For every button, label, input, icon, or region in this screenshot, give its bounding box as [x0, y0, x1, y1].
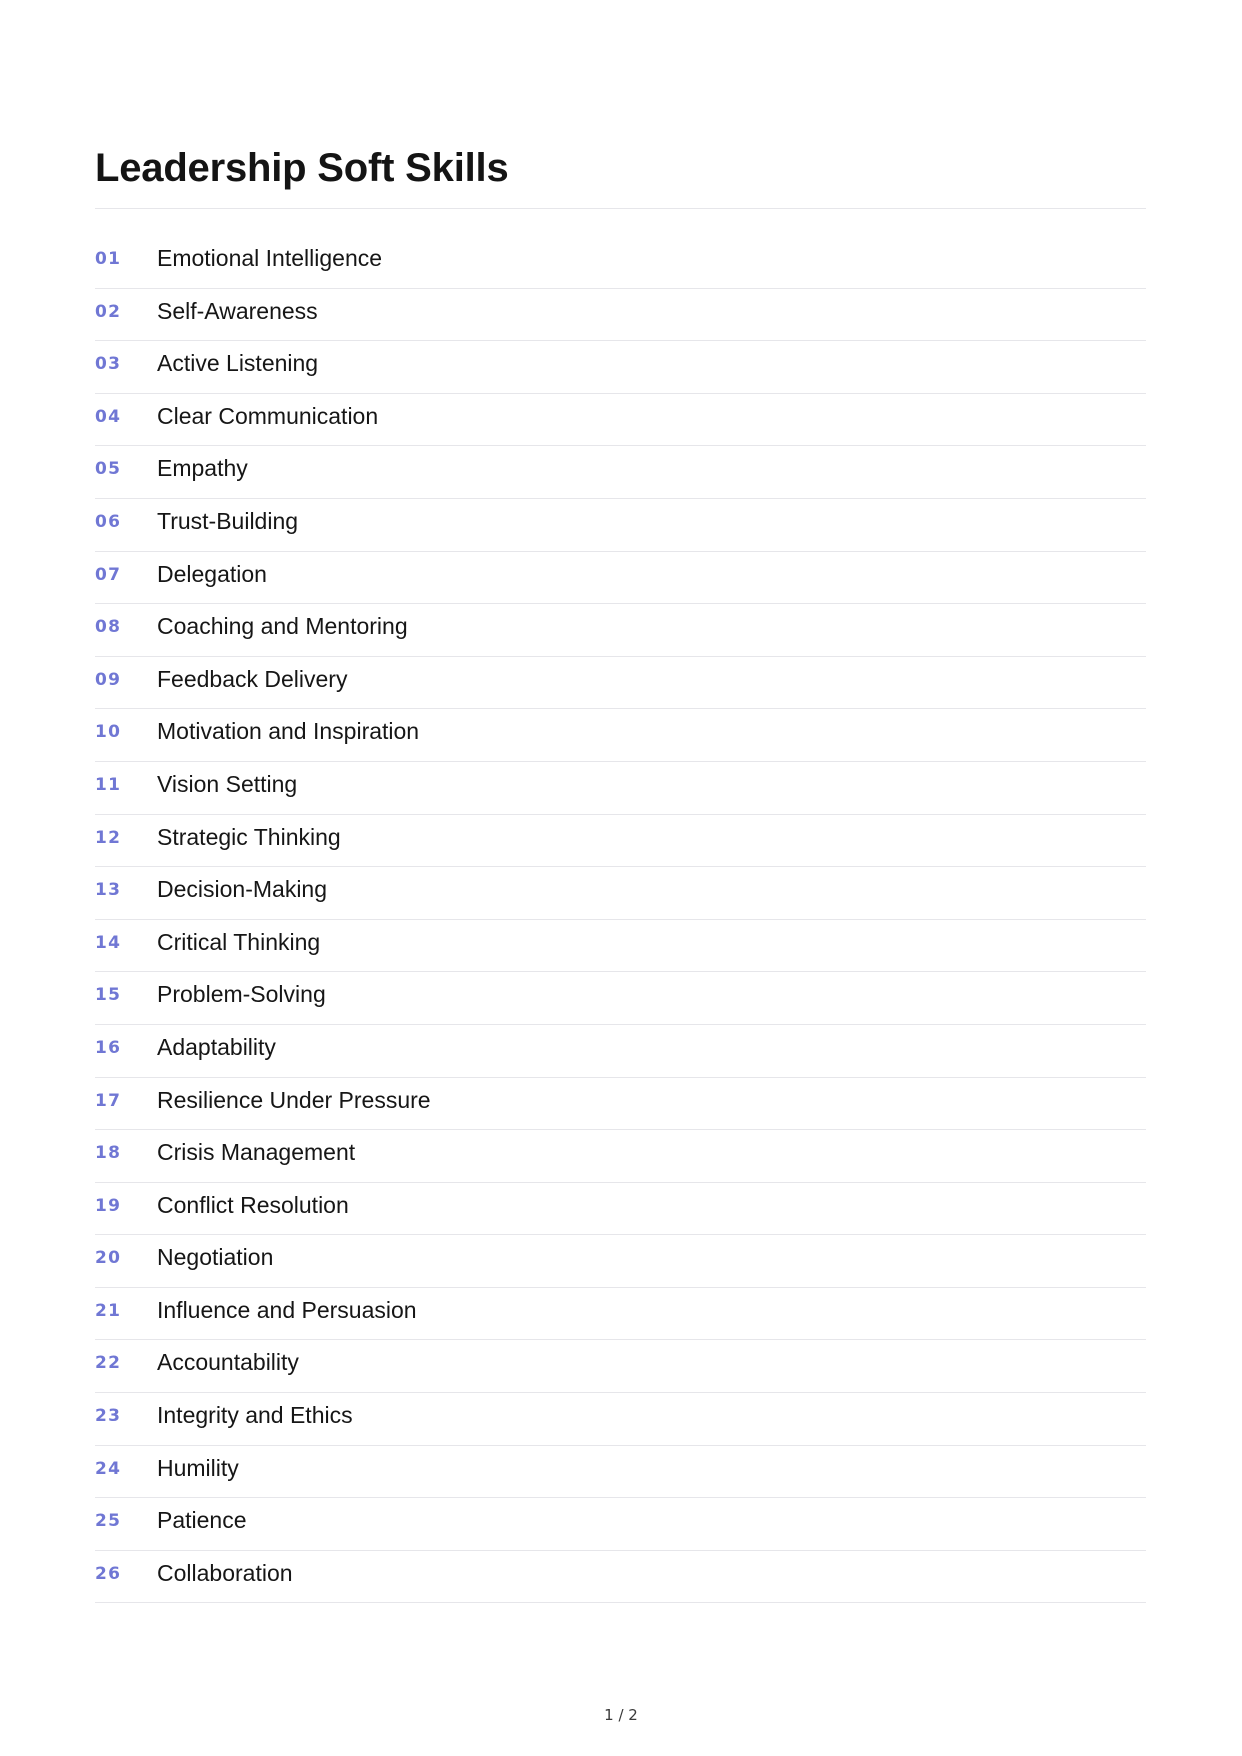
- list-item: [95, 341, 1146, 394]
- skill-number: 09: [95, 669, 122, 690]
- skill-name: Resilience Under Pressure: [157, 1086, 431, 1113]
- list-item: [95, 604, 1146, 657]
- list-item: [95, 1446, 1146, 1499]
- list-item: [95, 1183, 1146, 1236]
- list-item: [95, 762, 1146, 815]
- list-item: [95, 236, 1146, 289]
- skill-number: 21: [95, 1300, 122, 1321]
- skill-name: Clear Communication: [157, 402, 379, 429]
- skill-name: Conflict Resolution: [157, 1191, 349, 1218]
- skill-name: Motivation and Inspiration: [157, 718, 420, 745]
- list-item: [95, 815, 1146, 868]
- skill-name: Strategic Thinking: [157, 823, 341, 850]
- skill-name: Emotional Intelligence: [157, 245, 383, 271]
- skill-number: 15: [95, 985, 122, 1006]
- skill-name: Collaboration: [157, 1559, 293, 1586]
- skill-number: 23: [95, 1406, 122, 1427]
- skill-name: Vision Setting: [157, 770, 298, 797]
- skill-name: Integrity and Ethics: [157, 1402, 353, 1429]
- skill-name: Decision-Making: [157, 876, 328, 903]
- list-item: [95, 1130, 1146, 1183]
- skill-number: 17: [95, 1090, 122, 1111]
- skill-name: Feedback Delivery: [157, 665, 348, 692]
- skill-number: 25: [95, 1511, 122, 1532]
- skill-list: [95, 236, 1146, 1603]
- list-item: [95, 867, 1146, 920]
- skill-number: 14: [95, 932, 122, 953]
- skill-number: 20: [95, 1248, 122, 1269]
- list-item: [95, 552, 1146, 605]
- skill-number: 16: [95, 1037, 122, 1058]
- skill-name: Humility: [157, 1454, 239, 1481]
- list-item: [95, 1235, 1146, 1288]
- list-item: [95, 709, 1146, 762]
- list-item: [95, 1498, 1146, 1551]
- page-title: Leadership Soft Skills: [95, 146, 509, 190]
- list-item: [95, 394, 1146, 447]
- list-item: [95, 289, 1146, 342]
- title-divider: [95, 208, 1146, 209]
- skill-number: 24: [95, 1458, 122, 1479]
- skill-number: 19: [95, 1195, 122, 1216]
- skill-number: 18: [95, 1143, 122, 1164]
- skill-number: 01: [95, 249, 122, 269]
- list-item: [95, 920, 1146, 973]
- document-page: [95, 0, 1146, 1756]
- skill-number: 12: [95, 827, 122, 848]
- list-item: [95, 657, 1146, 710]
- skill-name: Problem-Solving: [157, 981, 326, 1008]
- skill-number: 06: [95, 511, 122, 532]
- skill-name: Critical Thinking: [157, 928, 321, 955]
- skill-name: Trust-Building: [157, 507, 299, 534]
- skill-number: 10: [95, 722, 122, 743]
- list-item: [95, 1551, 1146, 1604]
- skill-number: 22: [95, 1353, 122, 1374]
- skill-name: Self-Awareness: [157, 297, 318, 324]
- skill-name: Influence and Persuasion: [157, 1296, 417, 1323]
- skill-number: 07: [95, 564, 122, 585]
- list-item: [95, 972, 1146, 1025]
- skill-number: 11: [95, 774, 122, 795]
- list-item: [95, 1025, 1146, 1078]
- skill-name: Empathy: [157, 455, 248, 482]
- list-item: [95, 446, 1146, 499]
- skill-number: 08: [95, 617, 122, 638]
- skill-name: Accountability: [157, 1349, 299, 1376]
- page-number: 1 / 2: [604, 1706, 638, 1724]
- list-item: [95, 1340, 1146, 1393]
- skill-name: Negotiation: [157, 1244, 274, 1271]
- skill-number: 13: [95, 880, 122, 901]
- list-item: [95, 1078, 1146, 1131]
- skill-name: Crisis Management: [157, 1139, 356, 1166]
- skill-name: Delegation: [157, 560, 267, 587]
- skill-number: 04: [95, 406, 122, 427]
- list-item: [95, 499, 1146, 552]
- skill-number: 02: [95, 301, 122, 322]
- skill-name: Adaptability: [157, 1033, 276, 1060]
- skill-name: Active Listening: [157, 350, 319, 377]
- skill-name: Patience: [157, 1507, 247, 1534]
- skill-number: 03: [95, 354, 122, 375]
- skill-number: 26: [95, 1563, 122, 1584]
- list-item: [95, 1288, 1146, 1341]
- list-item: [95, 1393, 1146, 1446]
- skill-number: 05: [95, 459, 122, 480]
- skill-name: Coaching and Mentoring: [157, 613, 408, 640]
